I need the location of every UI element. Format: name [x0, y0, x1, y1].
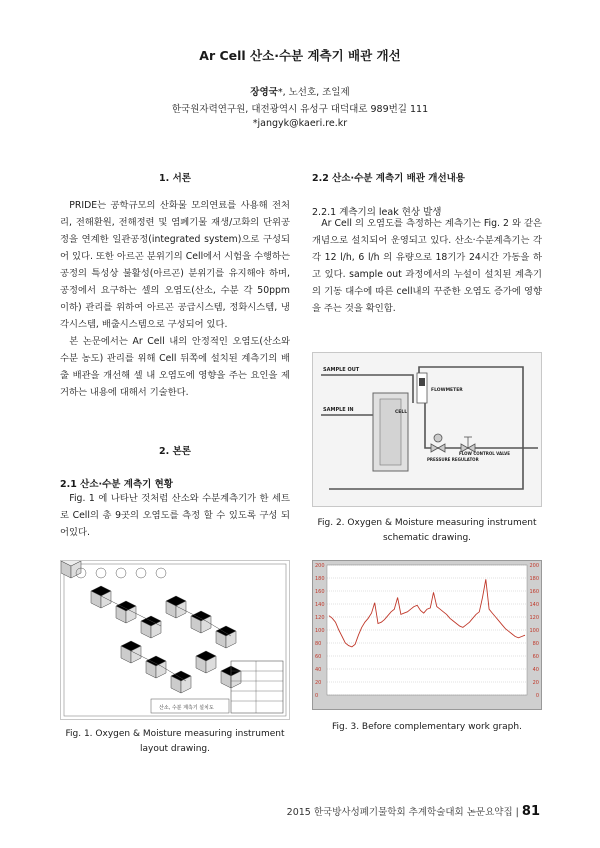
- y-tick-label-left: 200: [315, 563, 325, 569]
- y-tick-label-right: 140: [529, 602, 539, 608]
- y-tick-label-left: 140: [315, 602, 325, 608]
- intro-paragraph-2: 본 논문에서는 Ar Cell 내의 안정적인 오염도(산소와 수분 농도) 관리를 위해 Cell 뒤쪽에 설치된 계측기의 배출 배관을 개선해 셀 내 오염도에 영향을 주는 요인을 제거하는 내용에 대해서 기술한다.: [60, 336, 290, 398]
- figure-3-caption: Fig. 3. Before complementary work graph.: [332, 722, 522, 732]
- y-tick-label-left: 80: [315, 641, 322, 647]
- section-2-2-heading: 2.2 산소·수분 계측기 배관 개선내용: [312, 173, 465, 184]
- fig1-title-block-text: 산소, 수분 계측기 설치도: [159, 705, 214, 711]
- y-tick-label-right: 0: [535, 693, 539, 699]
- section-2-2-1-body: [312, 215, 542, 317]
- y-tick-label-left: 60: [315, 654, 322, 660]
- y-tick-label-right: 40: [532, 667, 539, 673]
- intro-body: [60, 197, 290, 401]
- flowmeter-label: FLOWMETER: [431, 388, 463, 393]
- email: *jangyk@kaeri.re.kr: [252, 118, 348, 129]
- coauthors: , 노선호, 조일제: [282, 87, 350, 98]
- section-2-2-1-heading: 2.2.1 계측기의 leak 현상 발생: [312, 207, 442, 218]
- y-tick-label-right: 60: [532, 654, 539, 660]
- page-number: 81: [521, 804, 540, 819]
- figure-1-caption: Fig. 1. Oxygen & Moisture measuring instrument layout drawing.: [65, 729, 285, 754]
- figure-3-chart: [312, 560, 542, 710]
- y-tick-label-right: 120: [529, 615, 539, 621]
- sample-out-label: SAMPLE OUT: [323, 367, 360, 373]
- y-tick-label-left: 120: [315, 615, 325, 621]
- layout-drawing-svg: [61, 561, 289, 719]
- y-tick-label-right: 80: [532, 641, 539, 647]
- y-tick-label-right: 100: [529, 628, 539, 634]
- y-tick-label-left: 100: [315, 628, 325, 634]
- y-tick-label-left: 20: [315, 680, 322, 686]
- lead-author-mark: *: [277, 87, 283, 98]
- y-tick-label-right: 160: [529, 589, 539, 595]
- y-tick-label-right: 20: [532, 680, 539, 686]
- section-2-1-paragraph: Fig. 1 에 나타난 것처럼 산소와 수분계측기가 한 세트로 Cell의 총 9곳의 오염도를 측정 할 수 있도록 구성 되어있다.: [60, 493, 290, 538]
- y-tick-label-left: 180: [315, 576, 325, 582]
- intro-heading: 1. 서론: [159, 173, 191, 184]
- intro-paragraph-1: PRIDE는 공학규모의 산화물 모의연료를 사용해 전처리, 전해환원, 전해정련 및 염폐기물 재생/고화의 단위공정을 연계한 일관공정(integrated system)으로 구성되어 있다. 또한 아르곤 분위기의 Cell에서 시험을 수행하는 공정의 특성상 불활성(아르곤) 분위기를 유지해야 하며, 공정에서 요구하는 셀의 오염도(산소, 수분 각 50ppm 이하) 관리를 위하여 아르곤 공급시스템, 정화시스템, 냉각시스템, 배출시스템으로 구성되어 있다.: [60, 200, 290, 330]
- section-2-2-1-paragraph: Ar Cell 의 오염도를 측정하는 계측기는 Fig. 2 와 같은 개념으로 설치되어 운영되고 있다. 산소·수분계측기는 각각 12 l/h, 6 l/h 의 유량으로 18기가 24시간 가동을 하고 있다. sample out 과정에서의 누설이 설치된 계측기의 기동 대수에 따른 cell내의 꾸준한 오염도 증가에 영향을 주는 것을 확인함.: [312, 218, 542, 314]
- y-tick-label-right: 200: [529, 563, 539, 569]
- y-tick-label-left: 160: [315, 589, 325, 595]
- body-heading: 2. 본론: [159, 446, 191, 457]
- y-tick-label-left: 0: [315, 693, 319, 699]
- schematic-svg: [313, 353, 541, 506]
- author-line: [0, 84, 600, 98]
- figure-2-caption: Fig. 2. Oxygen & Moisture measuring instrument schematic drawing.: [317, 518, 537, 543]
- section-2-1-heading: 2.1 산소·수분 계측기 현황: [60, 479, 173, 490]
- paper-title: Ar Cell 산소·수분 계측기 배관 개선: [199, 48, 401, 63]
- footer-separator: |: [515, 807, 519, 818]
- figure-2-schematic: [312, 352, 542, 507]
- page-footer: [287, 804, 540, 819]
- oxygen-trend-chart: [313, 561, 541, 709]
- flow-control-valve-label: FLOW CONTROL VALVE: [459, 451, 510, 456]
- pressure-regulator-label: PRESSURE REGULATOR: [427, 457, 479, 462]
- section-2-1-body: [60, 490, 290, 541]
- sample-in-label: SAMPLE IN: [323, 407, 354, 413]
- figure-1-layout-drawing: [60, 560, 290, 720]
- y-tick-label-left: 40: [315, 667, 322, 673]
- y-tick-label-right: 180: [529, 576, 539, 582]
- affiliation: 한국원자력연구원, 대전광역시 유성구 대덕대로 989번길 111: [171, 104, 429, 115]
- footer-text: 2015 한국방사성폐기물학회 추계학술대회 논문요약집: [286, 807, 513, 818]
- lead-author: 장영국: [250, 87, 278, 98]
- cell-label: CELL: [395, 410, 408, 415]
